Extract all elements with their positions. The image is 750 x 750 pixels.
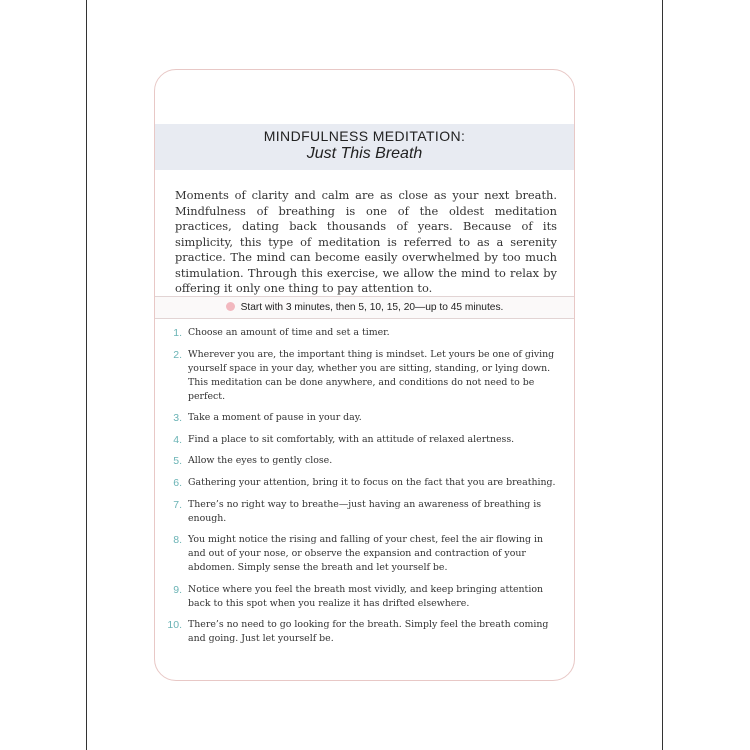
- step-number: 5.: [173, 455, 182, 468]
- list-item: [155, 411, 574, 425]
- step-number: 2.: [173, 348, 182, 361]
- step-number: 4.: [173, 433, 182, 446]
- step-number: 10.: [167, 619, 182, 632]
- step-number: 3.: [173, 412, 182, 425]
- list-item: [155, 618, 574, 646]
- step-text: You might notice the rising and falling of your chest, feel the air flowing in and out of your nose, or observe the expansion and contraction of your abdomen. Simply sense the breath and let yourself be.: [188, 534, 544, 574]
- steps-list: [155, 326, 574, 654]
- step-number: 6.: [173, 476, 182, 489]
- step-text: There’s no right way to breathe—just having an awareness of breathing is enough.: [188, 498, 542, 524]
- step-text: Find a place to sit comfortably, with an attitude of relaxed alertness.: [188, 433, 515, 445]
- list-item: [155, 476, 574, 490]
- list-item: [155, 454, 574, 468]
- list-item: [155, 583, 574, 611]
- list-item: [155, 433, 574, 447]
- step-number: 8.: [173, 534, 182, 547]
- intro-paragraph: Moments of clarity and calm are as close as your next breath. Mindfulness of breathing is one of the oldest meditation practices, dating back thousands of years. Because of its simplicity, this type of meditation is referred to as a serenity practice. The mind can become easily overwhelmed by too much stimulation. Through this exercise, we allow the mind to relax by offering it only one thing to pay attention to.: [175, 188, 557, 295]
- step-text: Allow the eyes to gently close.: [188, 455, 333, 467]
- step-number: 7.: [173, 498, 182, 511]
- card-title: MINDFULNESS MEDITATION:: [263, 128, 466, 144]
- list-item: [155, 533, 574, 575]
- step-number: 1.: [173, 327, 182, 339]
- step-text: Notice where you feel the breath most vividly, and keep bringing attention back to this spot when you realize it has drifted elsewhere.: [188, 583, 544, 609]
- list-item: [155, 348, 574, 404]
- duration-tip: [155, 296, 574, 319]
- pink-dot-icon: [226, 302, 235, 311]
- step-text: Take a moment of pause in your day.: [188, 412, 362, 424]
- step-text: Wherever you are, the important thing is mindset. Let yours be one of giving yourself space in your day, whether you are sitting, standing, or lying down. This meditation can be done anywhere, and conditions do not need to be perfect.: [188, 348, 555, 402]
- list-item: [155, 326, 574, 340]
- step-text: Choose an amount of time and set a timer.: [188, 327, 390, 338]
- list-item: [155, 498, 574, 526]
- duration-tip-text: Start with 3 minutes, then 5, 10, 15, 20—up to 45 minutes.: [240, 302, 504, 313]
- card-subtitle: Just This Breath: [306, 145, 423, 162]
- step-text: There’s no need to go looking for the breath. Simply feel the breath coming and going. Just let yourself be.: [188, 619, 549, 645]
- card-header: [155, 124, 574, 170]
- step-number: 9.: [173, 583, 182, 596]
- step-text: Gathering your attention, bring it to focus on the fact that you are breathing.: [188, 476, 556, 488]
- meditation-card: [154, 69, 575, 681]
